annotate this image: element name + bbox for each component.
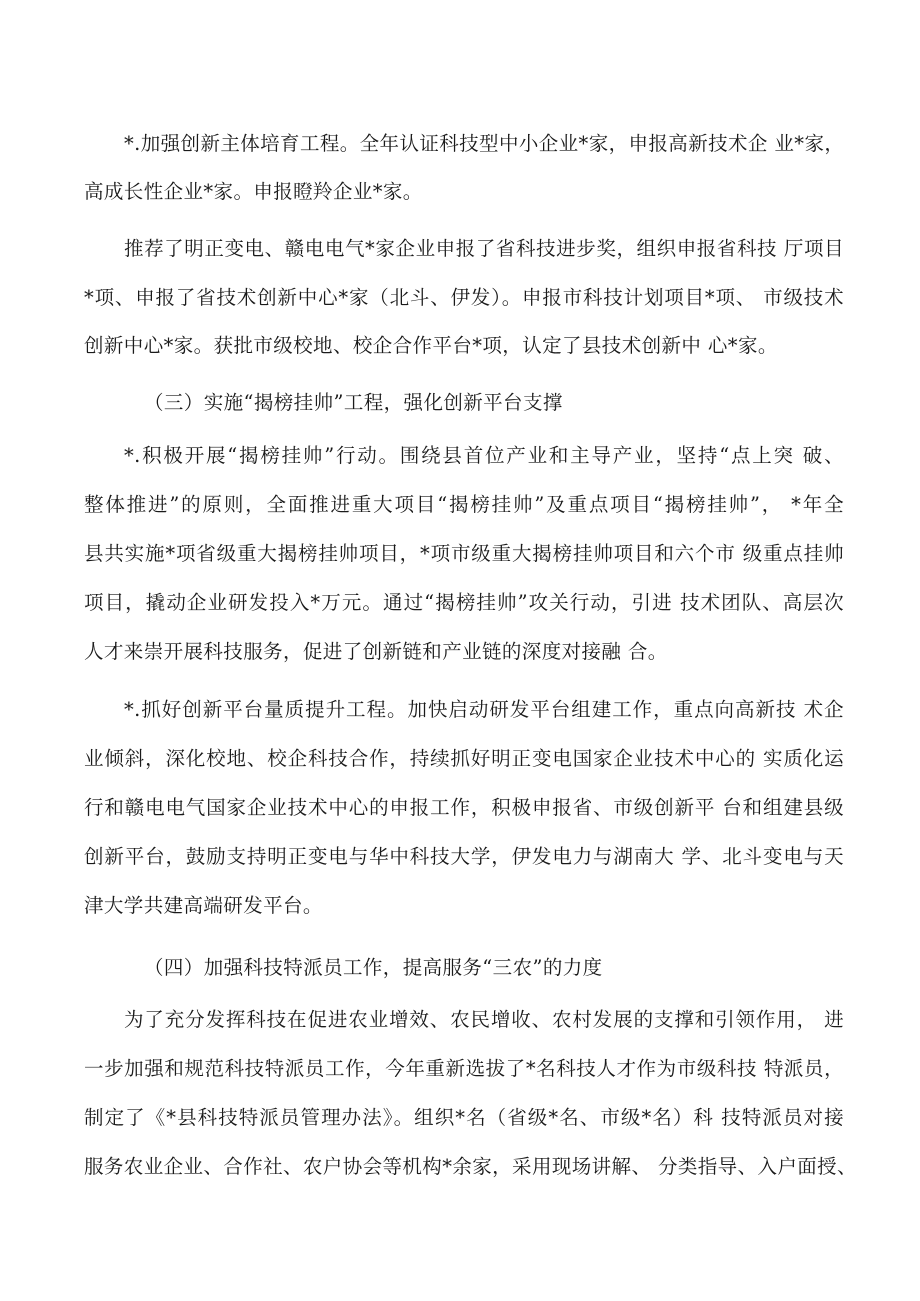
section-heading-3: （三）实施“揭榜挂帅”工程，强化创新平台支撑 (144, 391, 563, 414)
paragraph-2-line-3: 创新中心*家。获批市级校地、校企合作平台*项，认定了县技术创新中 心*家。 (84, 334, 778, 357)
paragraph-3-line-2: 整体推进”的原则，全面推进重大项目“揭榜挂帅”及重点项目“揭榜挂帅”， *年全 (84, 493, 844, 516)
paragraph-5-line-2: 一步加强和规范科技特派员工作，今年重新选拔了*名科技人才作为市级科技 特派员， (84, 1057, 844, 1080)
paragraph-4-line-1: *.抓好创新平台量质提升工程。加快启动研发平台组建工作，重点向高新技 术企 (124, 698, 844, 721)
paragraph-2-line-1: 推荐了明正变电、赣电电气*家企业申报了省科技进步奖，组织申报省科技 厅项目 (124, 237, 844, 260)
paragraph-4-line-2: 业倾斜，深化校地、校企科技合作，持续抓好明正变电国家企业技术中心的 实质化运 (84, 747, 844, 770)
paragraph-3-line-4: 项目，撬动企业研发投入*万元。通过“揭榜挂帅”攻关行动，引进 技术团队、高层次 (84, 591, 844, 614)
paragraph-1-line-1: *.加强创新主体培育工程。全年认证科技型中小企业*家，申报高新技术企 业*家， (124, 132, 845, 155)
paragraph-4-line-4: 创新平台，鼓励支持明正变电与华中科技大学，伊发电力与湖南大 学、北斗变电与天 (84, 845, 844, 868)
paragraph-5-line-4: 服务农业企业、合作社、农户协会等机构*余家，采用现场讲解、 分类指导、入户面授、 (84, 1155, 857, 1178)
paragraph-1-line-2: 高成长性企业*家。申报瞪羚企业*家。 (84, 180, 423, 203)
paragraph-3-line-5: 人才来崇开展科技服务，促进了创新链和产业链的深度对接融 合。 (84, 640, 668, 663)
paragraph-4-line-5: 津大学共建高端研发平台。 (84, 894, 323, 917)
paragraph-5-line-3: 制定了《*县科技特派员管理办法》。组织*名（省级*名、市级*名）科 技特派员对接 (84, 1106, 844, 1129)
paragraph-3-line-3: 县共实施*项省级重大揭榜挂帅项目，*项市级重大揭榜挂帅项目和六个市 级重点挂帅 (84, 542, 844, 565)
paragraph-2-line-2: *项、申报了省技术创新中心*家（北斗、伊发）。申报市科技计划项目*项、 市级技术 (84, 286, 844, 309)
section-heading-4: （四）加强科技特派员工作，提高服务“三农”的力度 (144, 956, 603, 979)
paragraph-5-line-1: 为了充分发挥科技在促进农业增效、农民增收、农村发展的支撑和引领作用， 进 (124, 1008, 844, 1031)
paragraph-4-line-3: 行和赣电电气国家企业技术中心的申报工作，积极申报省、市级创新平 台和组建县级 (84, 796, 844, 819)
paragraph-3-line-1: *.积极开展“揭榜挂帅”行动。围绕县首位产业和主导产业，坚持“点上突 破、 (124, 444, 844, 467)
